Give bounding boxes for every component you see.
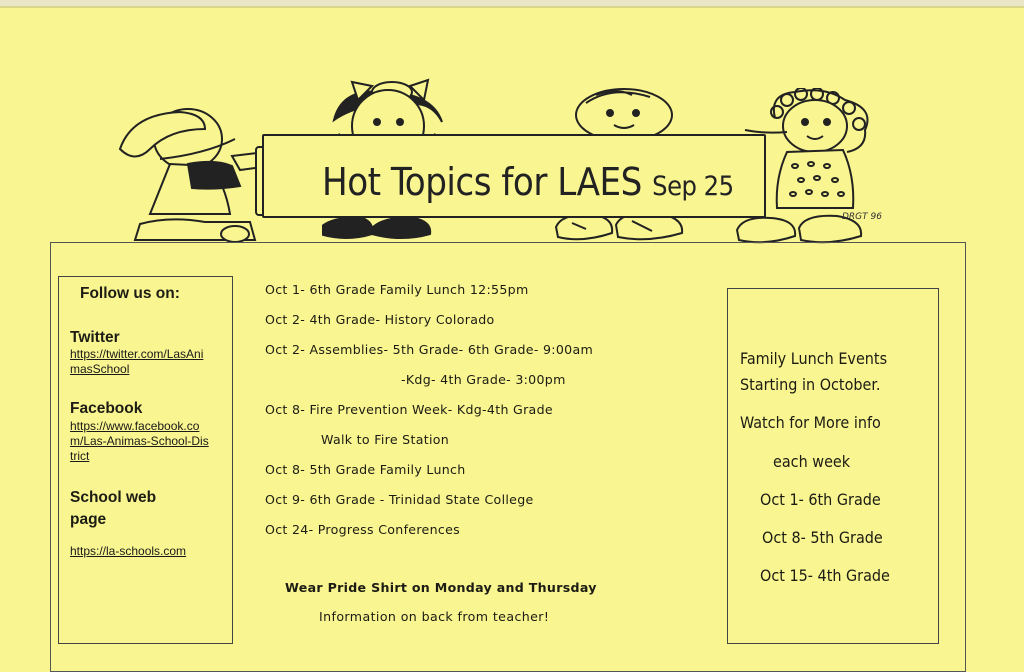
lunch-line: Family Lunch Events — [740, 349, 888, 368]
lunch-date-item: Oct 1- 6th Grade — [760, 490, 881, 509]
title-date: Sep 25 — [652, 171, 734, 202]
event-item: Oct 8- 5th Grade Family Lunch — [265, 462, 466, 477]
info-note: Information on back from teacher! — [319, 609, 550, 624]
school-web-link[interactable]: https://la-schools.com — [70, 544, 187, 558]
event-item: Walk to Fire Station — [321, 432, 450, 447]
lunch-line: each week — [773, 452, 851, 471]
pride-shirt-note: Wear Pride Shirt on Monday and Thursday — [285, 580, 597, 595]
event-item: Oct 8- Fire Prevention Week- Kdg-4th Grade — [265, 402, 553, 417]
lunch-date-item: Oct 8- 5th Grade — [762, 528, 883, 547]
twitter-link[interactable]: https://twitter.com/LasAnimasSchool — [70, 347, 204, 376]
school-web-heading: School web — [70, 489, 157, 506]
lunch-line: Starting in October. — [740, 375, 881, 394]
school-web-heading-2: page — [70, 511, 107, 528]
twitter-heading: Twitter — [70, 329, 120, 346]
facebook-heading: Facebook — [70, 400, 143, 417]
artist-signature: DRGT 96 — [842, 212, 882, 222]
event-item: Oct 1- 6th Grade Family Lunch 12:55pm — [265, 282, 529, 297]
facebook-link[interactable]: https://www.facebook.com/Las-Animas-School-District — [70, 419, 209, 463]
event-item: Oct 2- Assemblies- 5th Grade- 6th Grade- 9:00am — [265, 342, 594, 357]
event-item: Oct 9- 6th Grade - Trinidad State College — [265, 492, 534, 507]
event-item: Oct 2- 4th Grade- History Colorado — [265, 312, 495, 327]
social-links-box — [58, 276, 233, 644]
event-item: -Kdg- 4th Grade- 3:00pm — [401, 372, 566, 387]
lunch-date-item: Oct 15- 4th Grade — [760, 566, 890, 585]
lunch-line: Watch for More info — [740, 413, 881, 432]
paper-edge-shadow — [0, 6, 1024, 8]
follow-heading: Follow us on: — [80, 285, 180, 302]
family-lunch-box — [727, 288, 939, 644]
event-item: Oct 24- Progress Conferences — [265, 522, 461, 537]
page-title: Hot Topics for LAES Sep 25 — [322, 160, 734, 204]
